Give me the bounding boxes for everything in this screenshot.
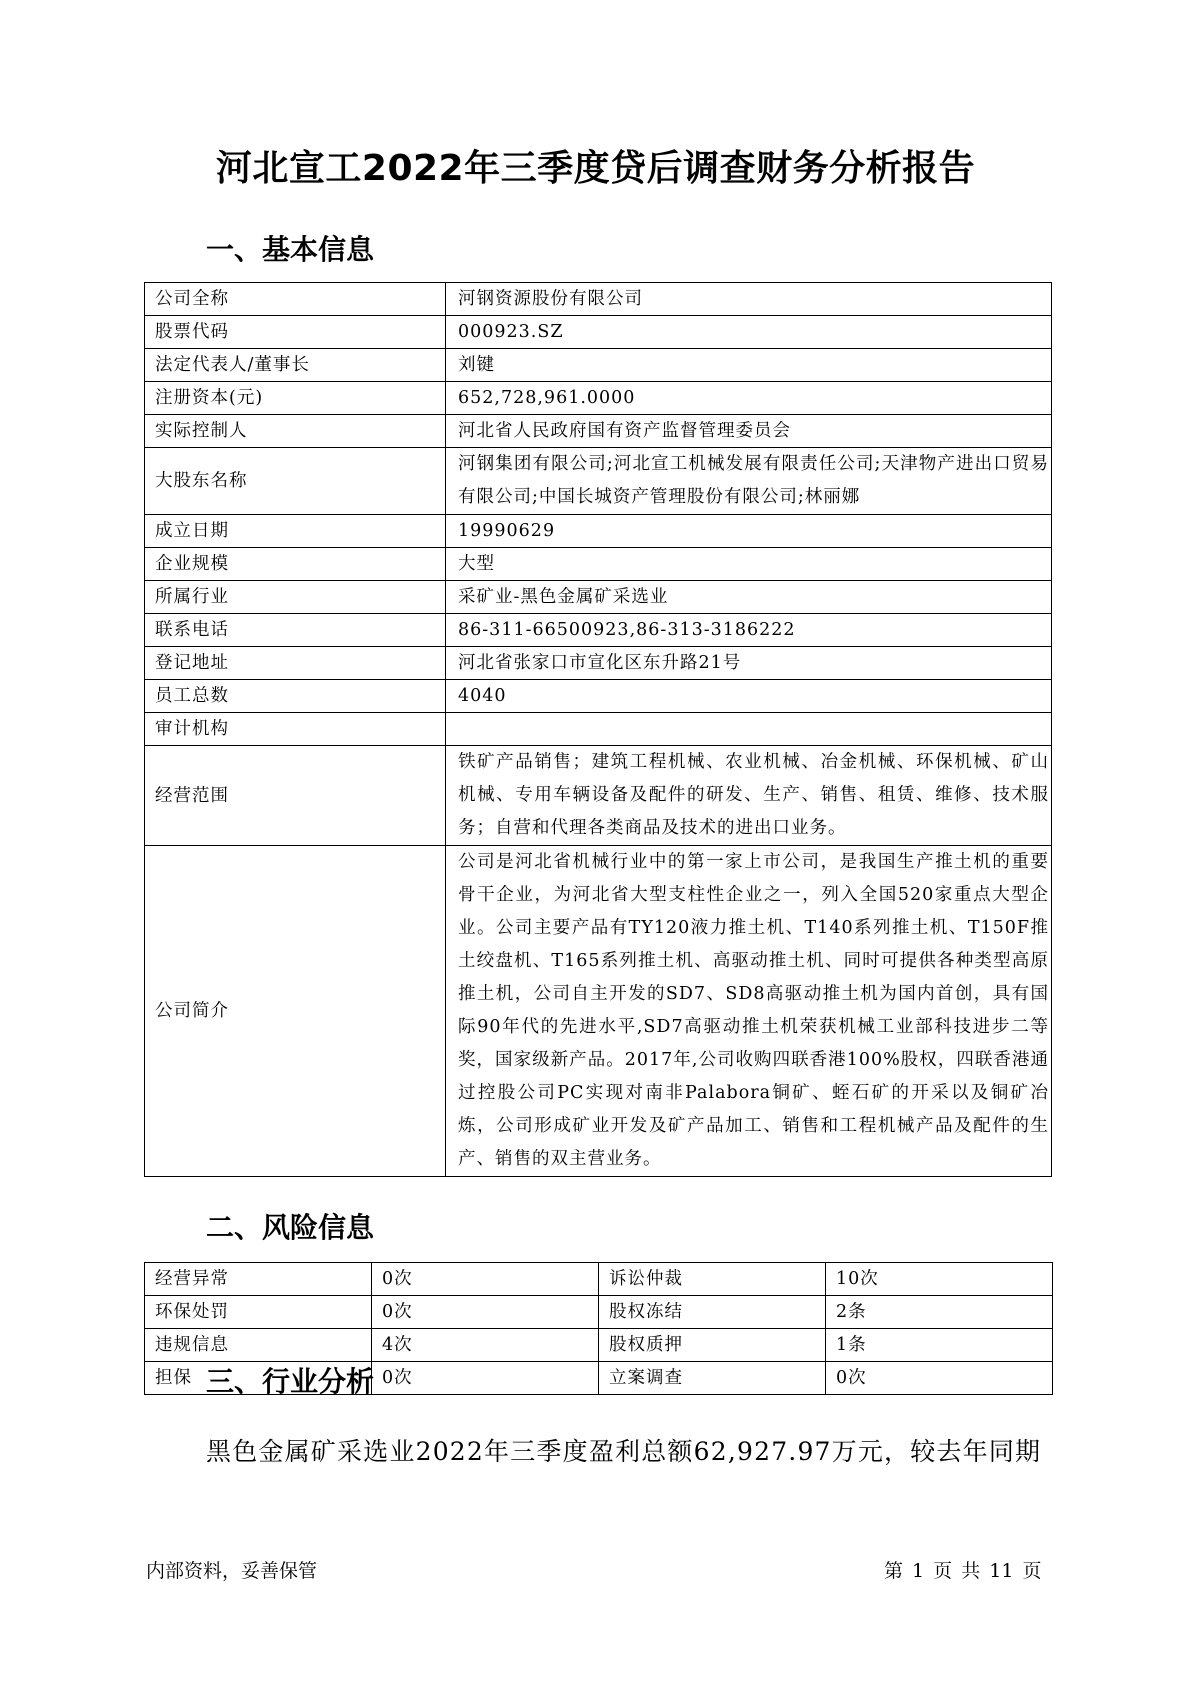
field-value: 采矿业-黑色金属矿采选业 <box>446 581 1052 614</box>
confidential-note: 内部资料，妥善保管 <box>146 1560 318 1582</box>
table-row <box>145 846 1052 1177</box>
table-row <box>145 614 1052 647</box>
table-row <box>145 415 1052 448</box>
risk-label: 股权质押 <box>599 1329 826 1362</box>
industry-paragraph: 黑色金属矿采选业2022年三季度盈利总额62,927.97万元，较去年同期 <box>206 1437 1042 1466</box>
field-label: 员工总数 <box>145 680 446 713</box>
risk-value: 10次 <box>826 1263 1053 1296</box>
field-value: 河北省人民政府国有资产监督管理委员会 <box>446 415 1052 448</box>
section-heading-industry: 三、行业分析 <box>206 1365 375 1398</box>
field-value: 公司是河北省机械行业中的第一家上市公司，是我国生产推土机的重要骨干企业，为河北省大型支柱性企业之一，列入全国520家重点大型企业。公司主要产品有TY120液力推土机、T140系列推土机、T150F推土绞盘机、T165系列推土机、高驱动推土机、同时可提供各种类型高原推土机，公司自主开发的SD7、SD8高驱动推土机为国内首创，具有国际90年代的先进水平,SD7高驱动推土机荣获机械工业部科技进步二等奖，国家级新产品。2017年,公司收购四联香港100%股权，四联香港通过控股公司PC实现对南非Palabora铜矿、蛭石矿的开采以及铜矿冶炼，公司形成矿业开发及矿产品加工、销售和工程机械产品及配件的生产、销售的双主营业务。 <box>446 846 1052 1177</box>
field-label: 经营范围 <box>145 746 446 846</box>
risk-label: 担保 <box>145 1362 372 1395</box>
risk-value: 0次 <box>372 1296 599 1329</box>
field-value <box>446 713 1052 746</box>
page-number: 第 1 页 共 11 页 <box>884 1560 1042 1582</box>
risk-value: 1条 <box>826 1329 1053 1362</box>
field-value: 河北省张家口市宣化区东升路21号 <box>446 647 1052 680</box>
table-row <box>145 1263 1053 1296</box>
field-value: 86-311-66500923,86-313-3186222 <box>446 614 1052 647</box>
field-label: 股票代码 <box>145 316 446 349</box>
risk-label: 立案调查 <box>599 1362 826 1395</box>
field-value: 19990629 <box>446 515 1052 548</box>
table-row <box>145 448 1052 515</box>
risk-label: 股权冻结 <box>599 1296 826 1329</box>
field-label: 实际控制人 <box>145 415 446 448</box>
table-row <box>145 713 1052 746</box>
risk-label: 违规信息 <box>145 1329 372 1362</box>
table-row <box>145 1296 1053 1329</box>
risk-label: 环保处罚 <box>145 1296 372 1329</box>
risk-value: 0次 <box>372 1362 599 1395</box>
table-row <box>145 382 1052 415</box>
field-value: 铁矿产品销售；建筑工程机械、农业机械、冶金机械、环保机械、矿山机械、专用车辆设备及配件的研发、生产、销售、租赁、维修、技术服务；自营和代理各类商品及技术的进出口业务。 <box>446 746 1052 846</box>
field-value: 大型 <box>446 548 1052 581</box>
risk-label: 经营异常 <box>145 1263 372 1296</box>
table-row <box>145 349 1052 382</box>
field-value: 河钢集团有限公司;河北宣工机械发展有限责任公司;天津物产进出口贸易有限公司;中国长城资产管理股份有限公司;林丽娜 <box>446 448 1052 515</box>
field-label: 公司全称 <box>145 283 446 316</box>
field-label: 企业规模 <box>145 548 446 581</box>
field-label: 成立日期 <box>145 515 446 548</box>
risk-value: 4次 <box>372 1329 599 1362</box>
field-label: 联系电话 <box>145 614 446 647</box>
field-value: 河钢资源股份有限公司 <box>446 283 1052 316</box>
section-heading-risk-info: 二、风险信息 <box>206 1211 375 1244</box>
field-label: 审计机构 <box>145 713 446 746</box>
table-row <box>145 316 1052 349</box>
risk-value: 2条 <box>826 1296 1053 1329</box>
field-label: 注册资本(元) <box>145 382 446 415</box>
table-row <box>145 680 1052 713</box>
table-row <box>145 581 1052 614</box>
table-row <box>145 548 1052 581</box>
risk-label: 诉讼仲裁 <box>599 1263 826 1296</box>
table-row <box>145 647 1052 680</box>
section-heading-basic-info: 一、基本信息 <box>206 233 375 266</box>
field-label: 登记地址 <box>145 647 446 680</box>
table-row <box>145 1329 1053 1362</box>
field-value: 652,728,961.0000 <box>446 382 1052 415</box>
report-title: 河北宣工2022年三季度贷后调查财务分析报告 <box>215 148 976 189</box>
field-label: 公司简介 <box>145 846 446 1177</box>
risk-value: 0次 <box>826 1362 1053 1395</box>
field-value: 4040 <box>446 680 1052 713</box>
field-value: 刘键 <box>446 349 1052 382</box>
basic-info-table <box>144 282 1052 1177</box>
risk-value: 0次 <box>372 1263 599 1296</box>
table-row <box>145 746 1052 846</box>
field-value: 000923.SZ <box>446 316 1052 349</box>
table-row <box>145 515 1052 548</box>
field-label: 大股东名称 <box>145 448 446 515</box>
field-label: 所属行业 <box>145 581 446 614</box>
table-row <box>145 283 1052 316</box>
field-label: 法定代表人/董事长 <box>145 349 446 382</box>
